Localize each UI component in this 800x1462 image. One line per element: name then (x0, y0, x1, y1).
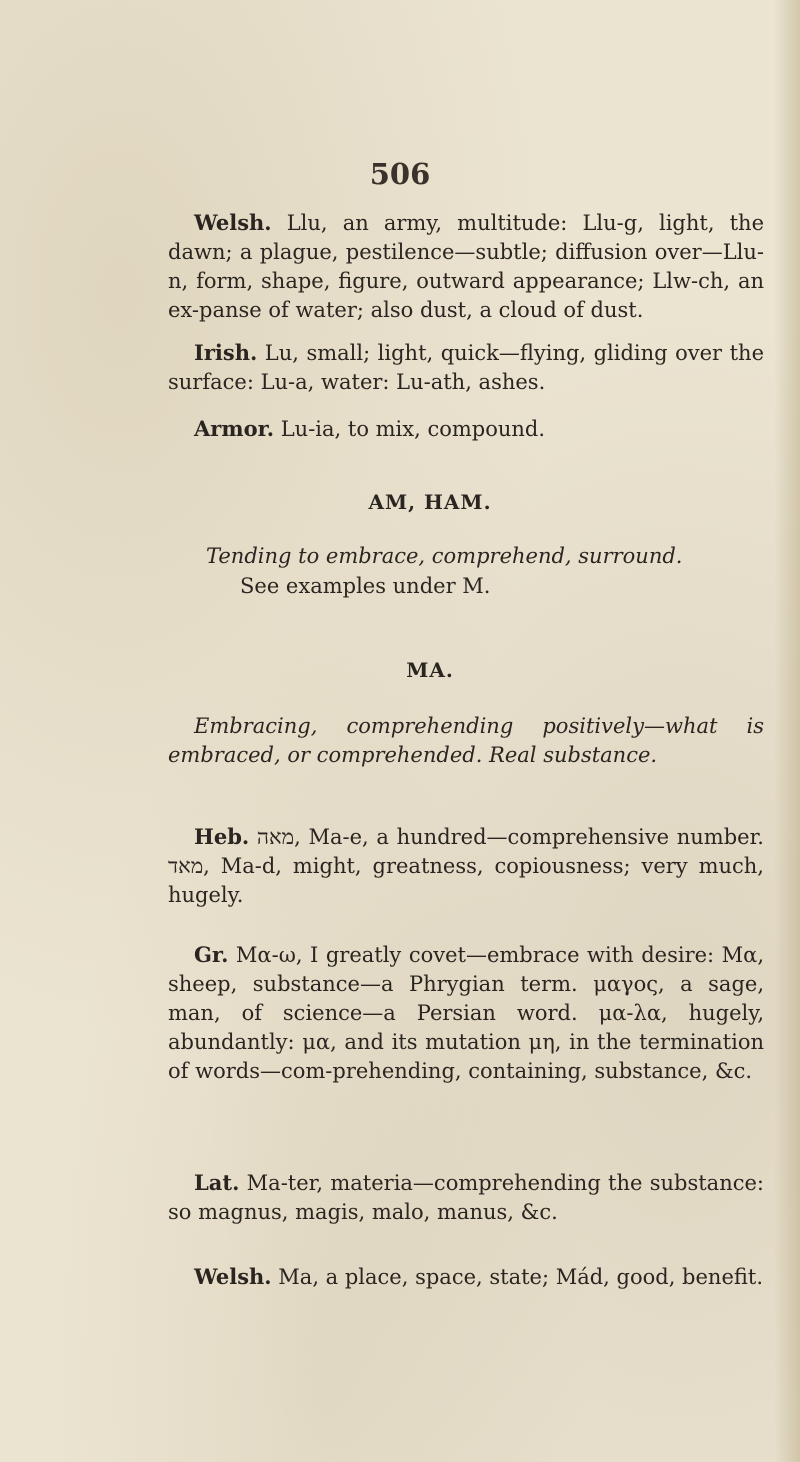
entry-latin-ma (168, 1168, 764, 1227)
entry-text: Llu, an army, multitude: Llu-g, light, the dawn; a plague, pestilence—subtle; diffusion over—Llu-n, form, shape, figure, outward appearance; Llw-ch, an ex-panse of water; also dust, a cloud of dust. (168, 211, 764, 322)
entry-lang: Heb. (194, 824, 250, 849)
entry-text: Lu-ia, to mix, compound. (274, 417, 546, 441)
entry-greek-ma (168, 940, 764, 1086)
entry-armor-lu (168, 414, 764, 444)
section-am-see-also: See examples under M. (240, 574, 491, 598)
section-ma-description (168, 712, 764, 770)
section-heading-ma: MA. (406, 658, 454, 682)
entry-lang: Welsh. (194, 1264, 272, 1289)
entry-lang: Irish. (194, 340, 258, 365)
entry-text: Lu, small; light, quick—flying, gliding over the surface: Lu-a, water: Lu-ath, ashes. (168, 341, 764, 394)
entry-text: מאה, Ma-e, a hundred—comprehensive number. מאד, Ma-d, might, greatness, copiousness; very much, hugely. (168, 825, 764, 907)
entry-text: Μα-ω, I greatly covet—embrace with desire: Μα, sheep, substance—a Phrygian term. μαγος, a sage, man, of science—a Persian word. μα-λα, hugely, abundantly: μα, and its mutation μη, in the termination of words—com-prehending, containing, substance, &c. (168, 943, 764, 1083)
section-am-description: Tending to embrace, comprehend, surround. (206, 544, 683, 568)
entry-text: Ma, a place, space, state; Mád, good, benefit. (271, 1265, 764, 1289)
section-ma-description-text: Embracing, comprehending positively—what is embraced, or comprehended. Real substance. (168, 714, 764, 767)
entry-lang: Welsh. (194, 210, 272, 235)
entry-text: Ma-ter, materia—comprehending the substance: so magnus, magis, malo, manus, &c. (168, 1171, 764, 1224)
entry-heb-ma (168, 822, 764, 910)
page-number: 506 (369, 157, 431, 191)
section-heading-am: AM, HAM. (368, 490, 492, 514)
entry-irish-lu (168, 338, 764, 397)
entry-welsh-ma (168, 1262, 764, 1292)
entry-welsh-llu (168, 208, 764, 325)
page-edge-shadow (774, 0, 800, 1462)
entry-lang: Lat. (194, 1170, 240, 1195)
entry-lang: Gr. (194, 942, 229, 967)
entry-lang: Armor. (194, 416, 275, 441)
